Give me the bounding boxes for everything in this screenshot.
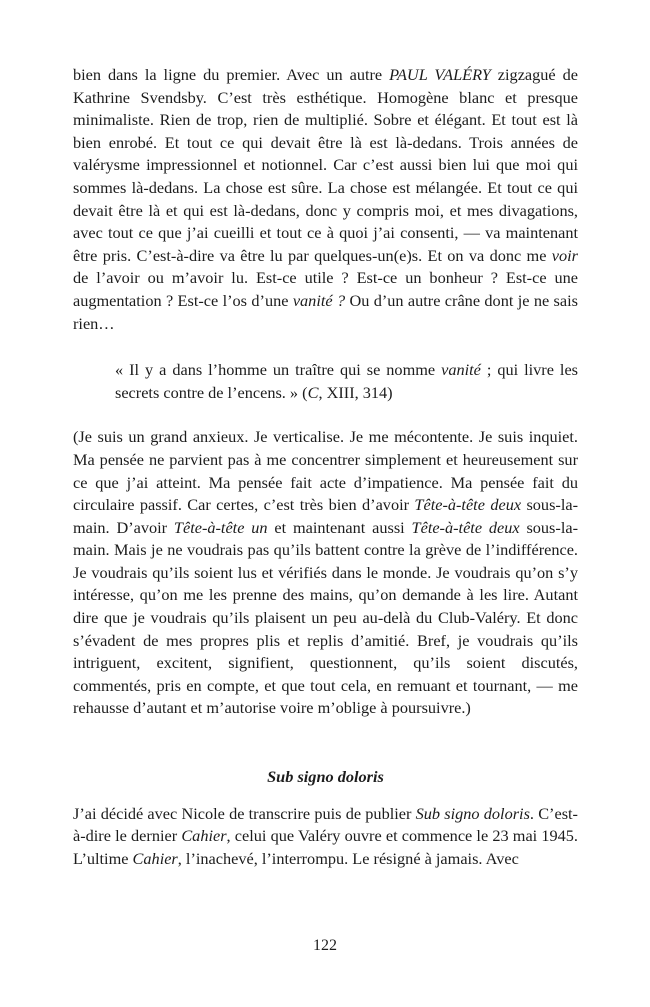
italic-text: Tête-à-tête un [173, 517, 268, 537]
text-run: « Il y a dans l’homme un traître qui se nomme [115, 360, 442, 380]
text-run: . C’est-à-dire le dernier [73, 803, 578, 846]
italic-text: vanité ? [292, 290, 346, 310]
page-body [73, 64, 578, 870]
block-quote [115, 359, 578, 404]
text-run: , celui que Valéry ouvre et commence le 23 mai 1945. L’ultime [73, 826, 579, 868]
paragraph [73, 64, 578, 335]
text-run: , l’inachevé, l’interrompu. Le résigné à jamais. Avec [177, 848, 519, 868]
section-heading: Sub signo doloris [267, 767, 384, 787]
text-run: J’ai décidé avec Nicole de transcrire puis de publier [73, 803, 416, 823]
italic-text: PAUL VALÉRY [389, 65, 491, 84]
page-number: 122 [313, 937, 337, 954]
text-run: Ou d’un autre crâne dont je ne sais rien… [73, 290, 578, 333]
text-run: bien dans la ligne du premier. Avec un autre [73, 65, 390, 84]
paragraph [73, 426, 578, 720]
text-run: , XIII, 314) [318, 382, 393, 402]
italic-text: Cahier [132, 848, 178, 868]
text-run: ; qui livre les secrets contre de l’encens. » ( [115, 360, 579, 402]
text-run: sous-la-main. Mais je ne voudrais pas qu’ils battent contre la grève de l’indifférence. Je voudrais qu’ils soient lus et vérifiés dans le monde. Je voudrais qu’on s’y intéresse, qu’on me les prenne des mains, qu’on demande à les lire. Autant dire que je voudrais qu’ils plaisent un peu au-delà du Club-Valéry. Et donc s’évadent de mes propres plis et replis d’amitié. Bref, je voudrais qu’ils intriguent, excitent, signifient, questionnent, qu’ils soient discutés, commentés, pris en compte, et que tout cela, en remuant et tournant, — me rehausse d’autant et m’autorise voire m’oblige à poursuivre.) [73, 517, 578, 718]
text-run: zigzagué de Kathrine Svendsby. C’est très esthétique. Homogène blanc et presque minimaliste. Rien de trop, rien de multiplié. Sobre et élégant. Et tout est là bien enrobé. Et tout ce qui devait être là est là-dedans. Trois années de valérysme impressionnel et notionnel. Car c’est aussi bien lui que moi qui sommes là-dedans. La chose est sûre. La chose est mélangée. Et tout ce qui devait être là et qui est là-dedans, donc y compris moi, et mes divagations, avec tout ce que j’ai cueilli et tout ce à quoi j’ai consenti, — va maintenant être pris. C’est-à-dire va être lu par quelques-un(e)s. Et on va donc me [73, 65, 579, 265]
italic-text: Tête-à-tête deux [411, 517, 520, 537]
text-run: sous-la-main. D’avoir [73, 495, 578, 537]
italic-text: vanité [441, 360, 481, 380]
italic-text: Cahier [181, 826, 227, 846]
text-run: (Je suis un grand anxieux. Je verticalise. Je me mécontente. Je suis inquiet. Ma pensée ne parvient pas à me concentrer simplement et heureusement sur ce que j’ai atteint. Ma pensée fait acte d’impatience. Ma pensée fait du circulaire passif. Car certes, c’est très bien d’avoir [73, 427, 578, 515]
text-run: de l’avoir ou m’avoir lu. Est-ce utile ? Est-ce un bonheur ? Est-ce une augmentation ? Est-ce l’os d’une [73, 268, 578, 310]
italic-text: voir [551, 245, 578, 265]
paragraph [73, 803, 578, 871]
italic-text: Tête-à-tête deux [414, 495, 522, 515]
italic-text: C [307, 382, 319, 402]
text-run: et maintenant aussi [267, 517, 412, 537]
italic-text: Sub signo doloris [415, 803, 530, 823]
